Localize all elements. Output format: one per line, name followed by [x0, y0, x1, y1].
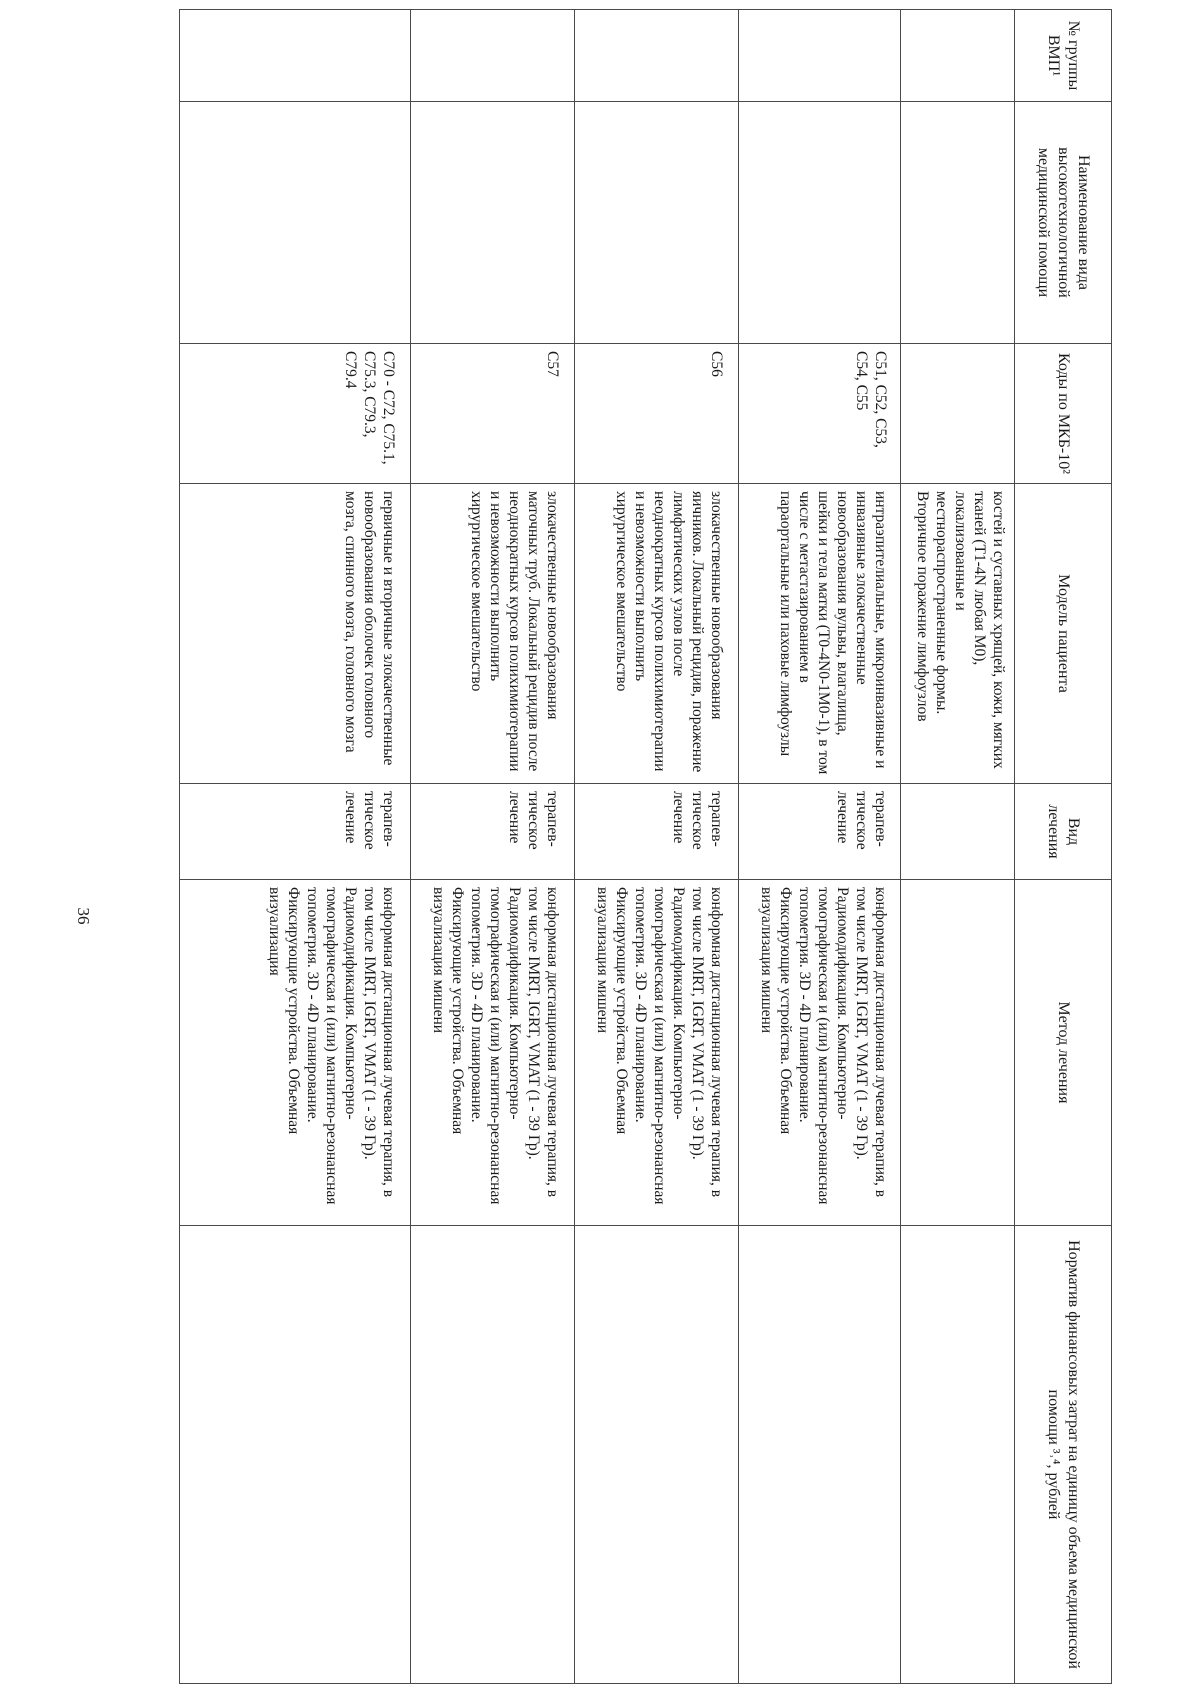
cell-method: конформная дистанционная лучевая терапия, в том числе IMRT, IGRT, VMAT (1 - 39 Гр). Радиомодификация. Компьютерно-томографическая и (или) магнитно-резонансная топометрия. 3D - 4D планирование. Фиксирующие устройства. Объемная визуализация	[180, 880, 411, 1226]
table-row	[180, 10, 411, 1684]
cell-type	[901, 784, 1015, 880]
cell-name	[575, 102, 739, 344]
cell-codes	[901, 344, 1015, 484]
cell-name	[411, 102, 575, 344]
cell-group	[901, 10, 1015, 102]
table-row	[739, 10, 901, 1684]
cell-norm	[901, 1226, 1015, 1684]
cell-codes: C70 - C72, C75.1, C75.3, C79.3, C79.4	[180, 344, 411, 484]
cell-type: терапев-тическое лечение	[739, 784, 901, 880]
table-header-row	[1015, 10, 1112, 1684]
cell-method: конформная дистанционная лучевая терапия, в том числе IMRT, IGRT, VMAT (1 - 39 Гр). Радиомодификация. Компьютерно-томографическая и (или) магнитно-резонансная топометрия. 3D - 4D планирование. Фиксирующие устройства. Объемная визуализация мишени	[411, 880, 575, 1226]
cell-type: терапев-тическое лечение	[411, 784, 575, 880]
cell-model: злокачественные новообразования маточных труб. Локальный рецидив после неоднократных курсов полихимиотерапии и невозможности выполнить хирургическое вмешательство	[411, 484, 575, 784]
cell-model: костей и суставных хрящей, кожи, мягких тканей (T1-4N любая M0), локализованные и местнораспространенные формы. Вторичное поражение лимфоузлов	[901, 484, 1015, 784]
header-cost-norm: Норматив финансовых затрат на единицу объема медицинской помощи ³˒⁴, рублей	[1015, 1226, 1112, 1684]
cell-norm	[739, 1226, 901, 1684]
cell-model: первичные и вторичные злокачественные новообразования оболочек головного мозга, спинного мозга, головного мозга	[180, 484, 411, 784]
cell-name	[739, 102, 901, 344]
cell-model: злокачественные новообразования яичников. Локальный рецидив, поражение лимфатических узлов после неоднократных курсов полихимиотерапии и невозможности выполнить хирургическое вмешательство	[575, 484, 739, 784]
cell-codes: C51, C52, C53, C54, C55	[739, 344, 901, 484]
table-row-continuation	[901, 10, 1015, 1684]
header-vmp-name: Наименование вида высокотехнологичной медицинской помощи	[1015, 102, 1112, 344]
header-icd-codes: Коды по МКБ-10²	[1015, 344, 1112, 484]
cell-method: конформная дистанционная лучевая терапия, в том числе IMRT, IGRT, VMAT (1 - 39 Гр). Радиомодификация. Компьютерно-томографическая и (или) магнитно-резонансная топометрия. 3D - 4D планирование. Фиксирующие устройства. Объемная визуализация мишени	[739, 880, 901, 1226]
cell-codes: C56	[575, 344, 739, 484]
header-treatment-type: Вид лечения	[1015, 784, 1112, 880]
header-treatment-method: Метод лечения	[1015, 880, 1112, 1226]
table-row	[411, 10, 575, 1684]
cell-name	[180, 102, 411, 344]
cell-group	[575, 10, 739, 102]
cell-group	[411, 10, 575, 102]
cell-model: интраэпителиальные, микроинвазивные и инвазивные злокачественные новообразования вульвы, влагалища, шейки и тела матки (T0-4N0-1M0-1), в том числе с метастазированием в параортальные или паховые лимфоузлы	[739, 484, 901, 784]
page-number: 36	[74, 907, 93, 925]
header-group-number: № группы ВМП¹	[1015, 10, 1112, 102]
cell-group	[739, 10, 901, 102]
cell-method	[901, 880, 1015, 1226]
cell-type: терапев-тическое лечение	[575, 784, 739, 880]
cell-norm	[180, 1226, 411, 1684]
header-patient-model: Модель пациента	[1015, 484, 1112, 784]
cell-norm	[575, 1226, 739, 1684]
cell-codes: C57	[411, 344, 575, 484]
cell-type: терапев-тическое лечение	[180, 784, 411, 880]
cell-group	[180, 10, 411, 102]
cell-method: конформная дистанционная лучевая терапия, в том числе IMRT, IGRT, VMAT (1 - 39 Гр). Радиомодификация. Компьютерно-томографическая и (или) магнитно-резонансная топометрия. 3D - 4D планирование. Фиксирующие устройства. Объемная визуализация мишени	[575, 880, 739, 1226]
cell-norm	[411, 1226, 575, 1684]
table-row	[575, 10, 739, 1684]
vmp-table	[179, 9, 1112, 1684]
cell-name	[901, 102, 1015, 344]
